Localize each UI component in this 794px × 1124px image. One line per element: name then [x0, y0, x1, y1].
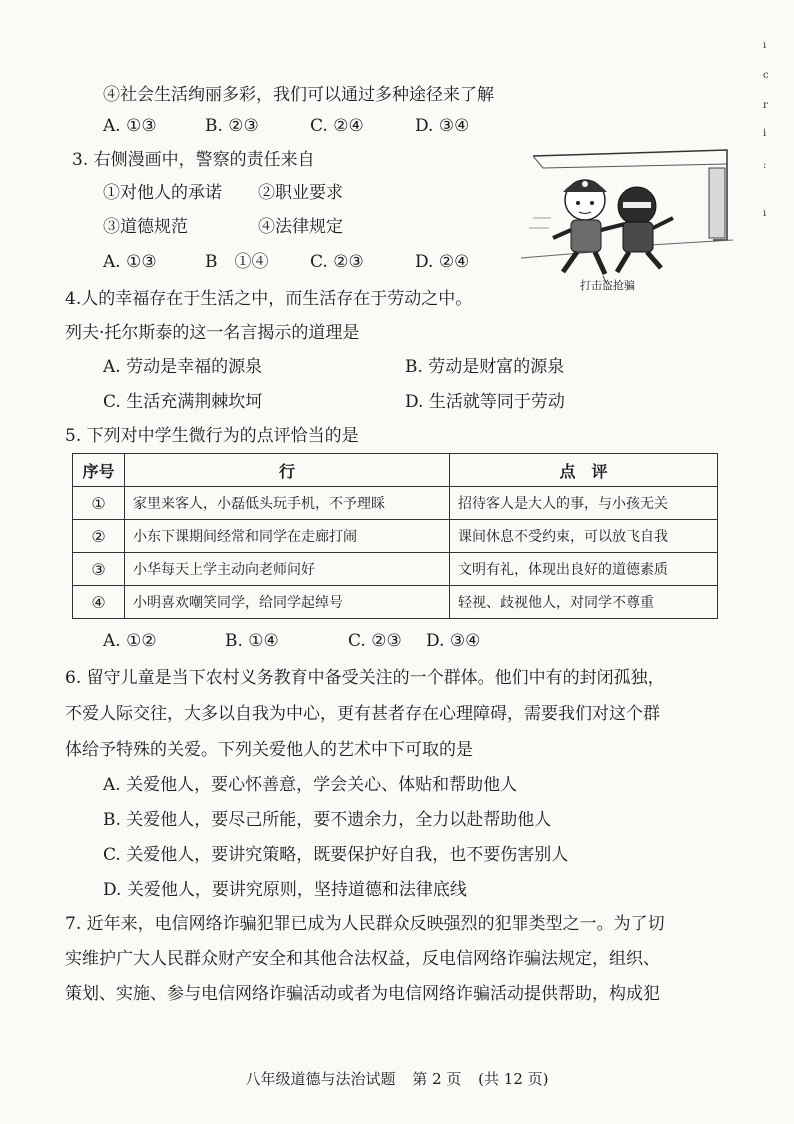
q3-item1: ①对他人的承诺 [103, 183, 222, 203]
edge-mark: : [763, 160, 767, 171]
footer-exam-title: 八年级道德与法治试题 [245, 1070, 396, 1088]
q3-option-d: D. ②④ [415, 252, 470, 272]
q2-option-a: A. ①③ [103, 116, 157, 136]
q3-option-a: A. ①③ [103, 252, 157, 272]
edge-mark: ı [763, 208, 767, 219]
row-comment: 轻视、歧视他人，对同学不尊重 [450, 586, 718, 619]
q6-option-d: D. 关爱他人，要讲究原则，坚持道德和法律底线 [103, 880, 467, 900]
edge-mark: r [763, 100, 768, 111]
row-comment: 课间休息不受约束，可以放飞自我 [450, 520, 718, 553]
q6-option-c: C. 关爱他人，要讲究策略，既要保护好自我，也不要伤害别人 [103, 845, 569, 865]
q2-item4: ④社会生活绚丽多彩，我们可以通过多种途径来了解 [103, 85, 494, 105]
page-footer [0, 1069, 794, 1089]
q4-option-b: B. 劳动是财富的源泉 [405, 357, 565, 377]
footer-total-pages: (共 12 页) [478, 1070, 549, 1088]
police-comic-illustration [513, 148, 743, 293]
edge-mark: ı [763, 40, 767, 51]
q7-stem-line1: 7. 近年来，电信网络诈骗犯罪已成为人民群众反映强烈的犯罪类型之一。为了切 [65, 914, 665, 934]
row-action: 小明喜欢嘲笑同学，给同学起绰号 [125, 586, 450, 619]
q7-stem-line2: 实维护广大人民群众财产安全和其他合法权益，反电信网络诈骗法规定，组织、 [65, 949, 660, 969]
table-header-row [73, 454, 718, 487]
table-header-action: 行 [125, 454, 450, 487]
q6-stem-line2: 不爱人际交往，大多以自我为中心，更有甚者存在心理障碍，需要我们对这个群 [65, 704, 660, 724]
q3-item2: ②职业要求 [258, 183, 343, 203]
q5-option-b: B. ①④ [225, 631, 279, 651]
table-header-number: 序号 [73, 454, 125, 487]
comic-caption: 打击盗抢骗 [580, 279, 635, 292]
q3-item3: ③道德规范 [103, 217, 188, 237]
q2-option-b: B. ②③ [205, 116, 259, 136]
q4-stem-line1: 4.人的幸福存在于生活之中，而生活存在于劳动之中。 [65, 289, 473, 309]
q5-stem: 5. 下列对中学生微行为的点评恰当的是 [65, 426, 359, 446]
table-row [73, 520, 718, 553]
row-number: ① [73, 487, 125, 520]
q6-stem-line3: 体给予特殊的关爱。下列关爱他人的艺术中下可取的是 [65, 740, 473, 760]
row-action: 家里来客人，小磊低头玩手机，不予理睬 [125, 487, 450, 520]
q5-option-c: C. ②③ [348, 631, 402, 651]
q3-stem: 3. 右侧漫画中，警察的责任来自 [72, 150, 315, 170]
edge-mark: c [763, 70, 769, 81]
q5-option-a: A. ①② [103, 631, 157, 651]
row-number: ② [73, 520, 125, 553]
table-row [73, 586, 718, 619]
q6-stem-line1: 6. 留守儿童是当下农村义务教育中备受关注的一个群体。他们中有的封闭孤独， [65, 668, 665, 688]
table-row [73, 553, 718, 586]
q2-option-c: C. ②④ [310, 116, 364, 136]
q4-stem-line2: 列夫·托尔斯泰的这一名言揭示的道理是 [65, 323, 360, 343]
q7-stem-line3: 策划、实施、参与电信网络诈骗活动或者为电信网络诈骗活动提供帮助，构成犯 [65, 984, 660, 1004]
q3-option-b: B ①④ [205, 252, 269, 272]
q5-behavior-table [72, 453, 718, 619]
q4-option-d: D. 生活就等同于劳动 [405, 392, 565, 412]
q5-option-d: D. ③④ [426, 631, 481, 651]
footer-page-number: 第 2 页 [412, 1070, 462, 1088]
q4-option-c: C. 生活充满荆棘坎坷 [103, 392, 263, 412]
q6-option-a: A. 关爱他人，要心怀善意，学会关心、体贴和帮助他人 [103, 775, 518, 795]
edge-mark: i [763, 128, 767, 139]
row-action: 小东下课期间经常和同学在走廊打闹 [125, 520, 450, 553]
q6-option-b: B. 关爱他人，要尽己所能，要不遗余力，全力以赴帮助他人 [103, 810, 552, 830]
q3-option-c: C. ②③ [310, 252, 364, 272]
row-number: ④ [73, 586, 125, 619]
row-comment: 文明有礼，体现出良好的道德素质 [450, 553, 718, 586]
q2-option-d: D. ③④ [415, 116, 470, 136]
row-comment: 招待客人是大人的事，与小孩无关 [450, 487, 718, 520]
q4-option-a: A. 劳动是幸福的源泉 [103, 357, 263, 377]
row-number: ③ [73, 553, 125, 586]
row-action: 小华每天上学主动向老师问好 [125, 553, 450, 586]
q3-item4: ④法律规定 [258, 217, 343, 237]
table-row [73, 487, 718, 520]
table-header-comment: 点 评 [450, 454, 718, 487]
